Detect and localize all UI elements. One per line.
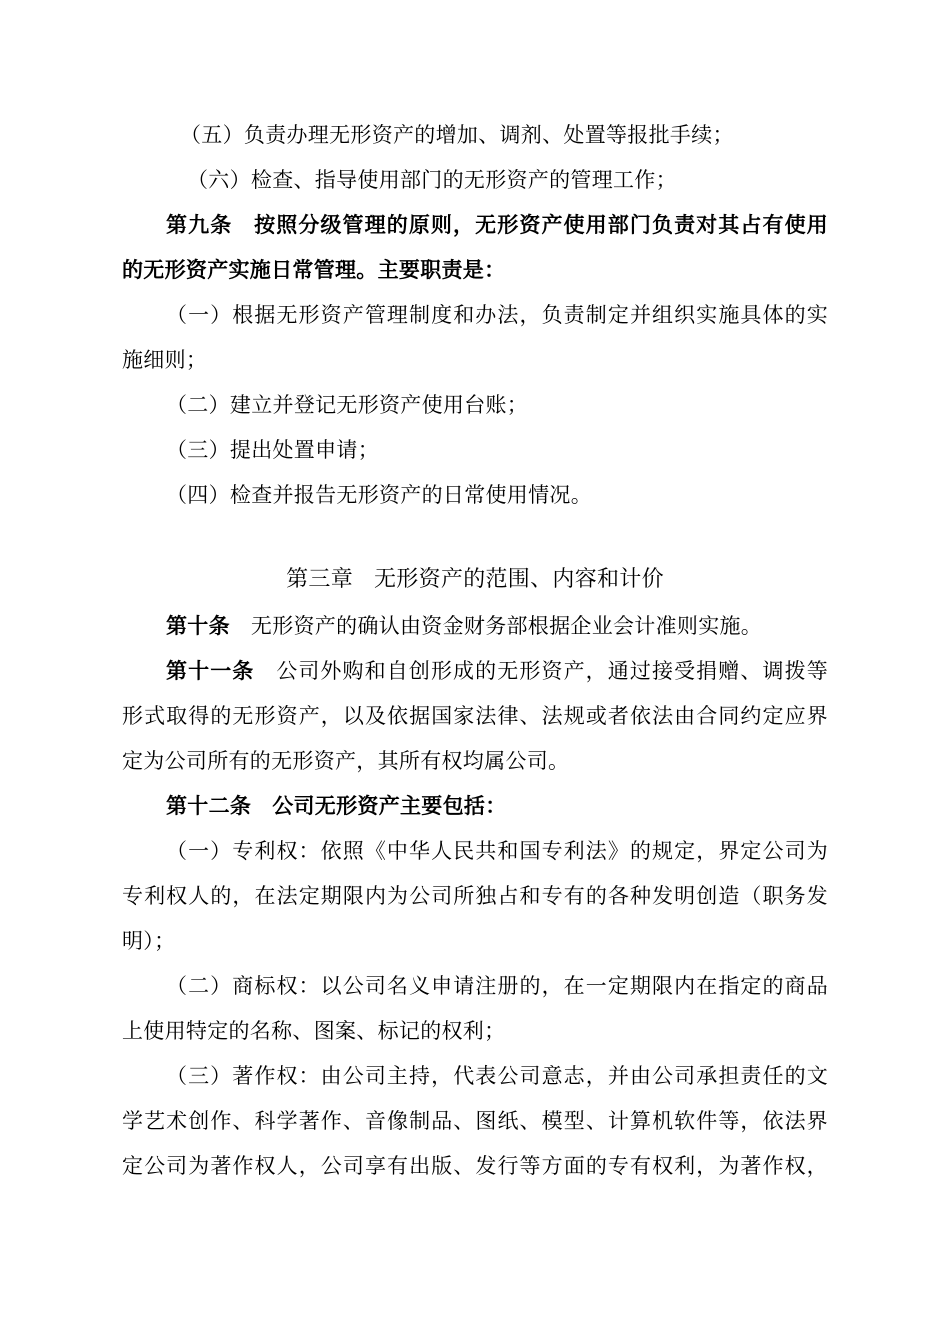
paragraph-item-4 [166, 480, 592, 510]
article-text: 公司外购和自创形成的无形资产，通过接受捐赠、调拨等 [275, 659, 829, 683]
line-text: 施细则； [122, 348, 208, 372]
article-9 [166, 210, 828, 240]
item-copyright-cont-2 [122, 1151, 828, 1181]
line-text: （一）根据无形资产管理制度和办法，负责制定并组织实施具体的实 [166, 303, 828, 327]
article-text: 公司无形资产主要包括： [272, 794, 507, 818]
line-text: 明）； [122, 929, 176, 953]
paragraph-item-1 [166, 300, 828, 330]
article-text: 无形资产的确认由资金财务部根据企业会计准则实施。 [250, 614, 763, 638]
item-patent [166, 836, 828, 866]
article-heading: 第九条 [166, 213, 233, 237]
item-patent-cont-2 [122, 926, 175, 956]
line-text: （三）提出处置申请； [166, 438, 379, 462]
item-trademark [166, 971, 828, 1001]
paragraph-item-1-cont [122, 345, 207, 375]
line-text: 的无形资产实施日常管理。主要职责是： [122, 258, 506, 282]
line-text: 形式取得的无形资产，以及依据国家法律、法规或者依法由合同约定应界 [122, 704, 828, 728]
item-copyright-cont-1 [122, 1106, 828, 1136]
item-patent-cont-1 [122, 881, 828, 911]
line-text: 专利权人的，在法定期限内为公司所独占和专有的各种发明创造（职务发 [122, 884, 828, 908]
line-text: （一）专利权：依照《中华人民共和国专利法》的规定，界定公司为 [166, 839, 828, 863]
item-trademark-cont [122, 1016, 505, 1046]
line-text: 学艺术创作、科学著作、音像制品、图纸、模型、计算机软件等，依法界 [122, 1109, 828, 1133]
article-heading: 第十二条 [166, 794, 252, 818]
line-text: 上使用特定的名称、图案、标记的权利； [122, 1019, 506, 1043]
article-11-cont-2 [122, 746, 569, 776]
line-text: （三）著作权：由公司主持，代表公司意志，并由公司承担责任的文 [166, 1064, 828, 1088]
article-12 [166, 791, 507, 821]
paragraph-item-6 [187, 165, 677, 195]
line-text: （二）建立并登记无形资产使用台账； [166, 393, 529, 417]
article-heading: 第十条 [166, 614, 230, 638]
chapter-heading [0, 565, 950, 595]
article-heading: 第十一条 [166, 659, 255, 683]
line-text: （六）检查、指导使用部门的无形资产的管理工作； [187, 168, 677, 192]
line-text: （五）负责办理无形资产的增加、调剂、处置等报批手续； [180, 123, 734, 147]
paragraph-item-3 [166, 435, 379, 465]
paragraph-item-5 [180, 120, 734, 150]
chapter-title: 无形资产的范围、内容和计价 [374, 567, 664, 592]
line-text: （四）检查并报告无形资产的日常使用情况。 [166, 483, 592, 507]
line-text: 定公司为著作权人，公司享有出版、发行等方面的专有权利，为著作权， [122, 1154, 828, 1178]
article-11 [166, 656, 828, 686]
line-text: 定为公司所有的无形资产，其所有权均属公司。 [122, 749, 570, 773]
item-copyright [166, 1061, 828, 1091]
article-11-cont-1 [122, 701, 828, 731]
paragraph-item-2 [166, 390, 528, 420]
article-9-cont [122, 255, 505, 285]
article-text: 按照分级管理的原则，无形资产使用部门负责对其占有使用 [253, 213, 828, 237]
chapter-number: 第三章 [286, 567, 353, 592]
line-text: （二）商标权：以公司名义申请注册的，在一定期限内在指定的商品 [166, 974, 828, 998]
article-10 [166, 611, 762, 641]
